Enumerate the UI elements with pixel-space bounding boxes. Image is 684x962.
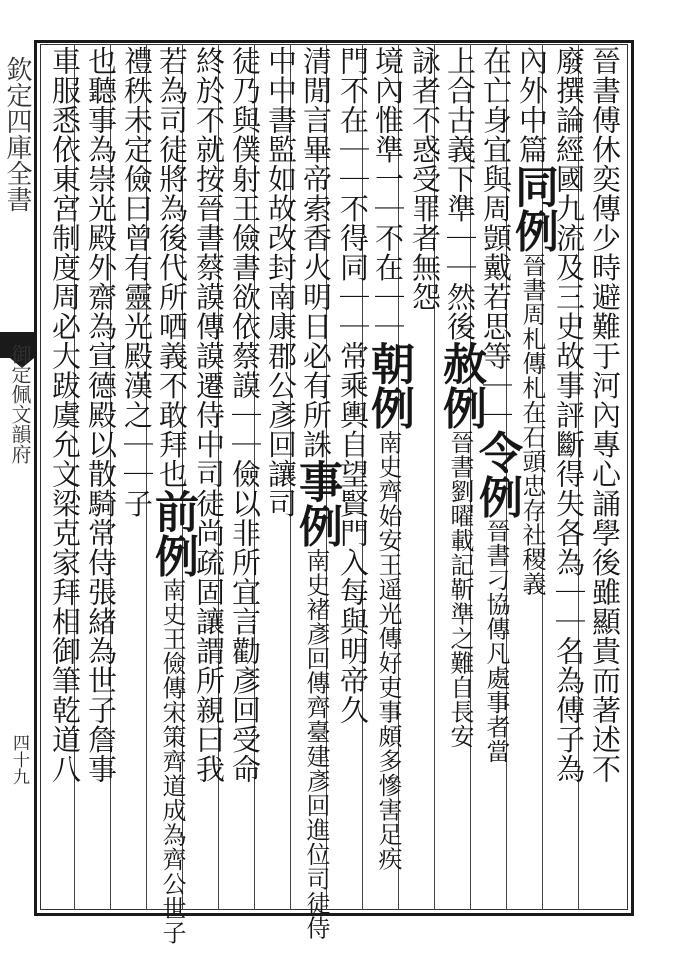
entry-heading: 令例 <box>471 429 522 519</box>
body-text: ｜｜ <box>443 223 477 282</box>
body-text: 詠者不惑受罪者無怨 <box>408 46 442 312</box>
body-text: 車服悉依東宮制度周必大跋虞允文梁克家拜相御筆乾道八 <box>48 46 82 784</box>
body-text: 子 <box>120 488 154 518</box>
body-text: 儉以非所宜言勸彥回受命 <box>228 459 262 784</box>
body-text: 不在 <box>371 223 405 282</box>
body-text: 晉書傅休奕傳少時避難于河內專心誦學後雖顯貴而著述不 <box>588 46 622 784</box>
page-number: 四十九 <box>9 734 29 785</box>
text-column <box>84 46 117 906</box>
text-column <box>471 46 522 906</box>
body-text: ｜｜ <box>371 282 405 341</box>
body-text: ｜｜ <box>228 400 262 459</box>
text-column <box>588 46 621 906</box>
entry-heading: 事例 <box>291 459 342 548</box>
body-text: 名為傅子為 <box>552 636 586 784</box>
body-text: 上合古義下準 <box>443 46 477 223</box>
commentary-text: 南史齊始安王遥光傳好吏事頗多慘害足疾 <box>374 430 402 871</box>
entry-heading: 同例 <box>507 164 558 253</box>
commentary-text: 晉書劉曜載記靳準之難自長安 <box>446 430 474 749</box>
text-column <box>408 46 441 906</box>
book-title: 御定佩文韻府 <box>8 344 32 464</box>
commentary-text: 晉書刁協傳凡處事者當 <box>482 518 510 764</box>
body-text: ｜｜ <box>120 429 154 489</box>
text-column <box>228 46 261 906</box>
body-text: 不得同 <box>336 193 370 282</box>
text-column <box>363 46 414 906</box>
body-text: 境內惟準一 <box>371 46 405 194</box>
text-column <box>192 46 225 906</box>
body-text: 常乘輿自望賢門入每與明帝久 <box>336 341 370 725</box>
body-text: 內外中篇 <box>515 46 549 164</box>
body-text: 然後 <box>443 282 477 341</box>
body-text: ｜｜ <box>552 577 586 636</box>
body-text: ｜｜ <box>336 282 370 341</box>
commentary-text: 南史褚彥回傳齊臺建彥回進位司徒侍 <box>302 548 330 940</box>
text-column <box>264 46 297 906</box>
body-text: 徒乃與僕射王儉書欲依蔡謨 <box>228 46 262 400</box>
body-text: 終於不就按晉書蔡謨傳謨遷侍中司徒尚疏固讓謂所親曰我 <box>192 46 226 784</box>
text-column <box>291 46 342 940</box>
text-column <box>435 46 486 906</box>
body-text: 若為司徒將為後代所哂義不敢拜也 <box>155 46 189 489</box>
text-column <box>120 46 153 906</box>
body-text: 在亡身宜與周顗戴若思等 <box>479 46 513 371</box>
body-text: ｜｜ <box>336 134 370 194</box>
text-column <box>147 46 198 945</box>
page-margin-column <box>0 44 34 910</box>
body-text: 清閒言畢帝索香火明日必有所誅 <box>299 46 333 459</box>
body-text: 廢撰論經國九流及三史故事評斷得失各為 <box>552 46 586 577</box>
source-title: 欽定四庫全書 <box>2 56 32 212</box>
commentary-text: 晉書周札傳札在石頭忠存社稷義 <box>518 253 546 596</box>
body-text: ｜ <box>371 193 405 223</box>
entry-heading: 赦例 <box>435 341 486 430</box>
entry-heading: 朝例 <box>363 341 414 430</box>
entry-heading: 前例 <box>147 488 198 578</box>
body-text: 禮秩未定儉曰曾有靈光殿漢之 <box>120 46 154 430</box>
body-text: 門不在 <box>336 46 370 135</box>
commentary-text: 南史王儉傳宋策齊道成為齊公世子 <box>158 577 186 945</box>
body-text: ｜｜ <box>479 370 513 430</box>
body-text: 也聽事為崇光殿外齋為宣德殿以散騎常侍張緒為世子詹事 <box>84 46 118 784</box>
text-column <box>48 46 81 906</box>
body-text: 中中書監如故改封南康郡公彥回讓司 <box>264 46 298 518</box>
